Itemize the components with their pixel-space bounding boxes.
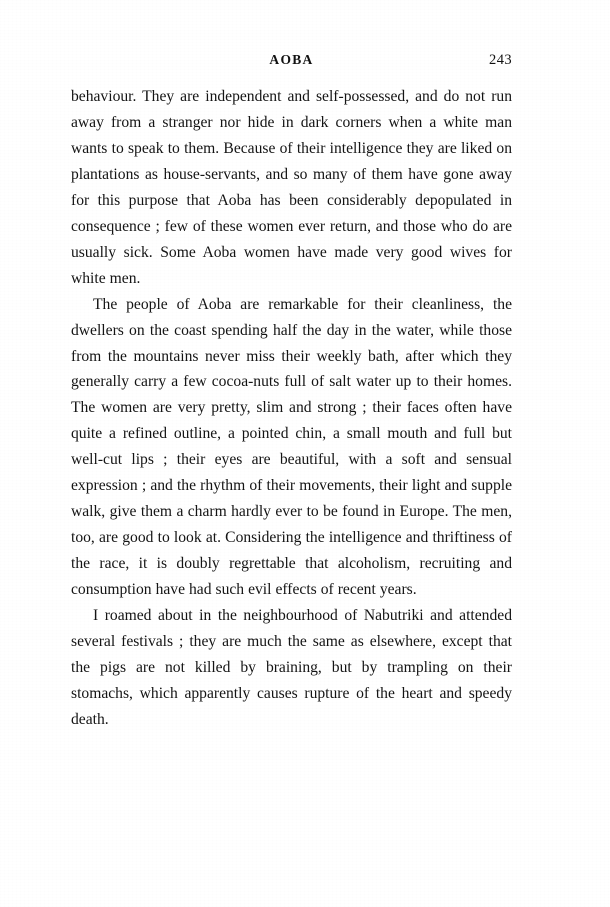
- page-number: 243: [489, 52, 512, 68]
- running-head: [71, 50, 512, 70]
- running-head-title: AOBA: [269, 52, 314, 67]
- text-block: [71, 84, 512, 733]
- paragraph-cleanliness: The people of Aoba are remarkable for their cleanliness, the dwellers on the coast spending half the day in the water, while those from the mountains never miss their weekly bath, after which they generally carry a few cocoa-nuts full of salt water up to their homes. The women are very pretty, slim and strong ; their faces often have quite a refined outline, a pointed chin, a small mouth and full but well-cut lips ; their eyes are beautiful, with a soft and sensual expression ; and the rhythm of their movements, their light and supple walk, give them a charm hardly ever to be found in Europe. The men, too, are good to look at. Considering the intelligence and thriftiness of the race, it is doubly regrettable that alcoholism, recruiting and consumption have had such evil effects of recent years.: [71, 295, 512, 599]
- paragraph-nabutriki: I roamed about in the neighbourhood of Nabutriki and attended several festivals ; they are much the same as elsewhere, except that the pigs are not killed by braining, but by trampling on their stomachs, which apparently causes rupture of the heart and speedy death.: [71, 607, 512, 728]
- paragraph-continued: behaviour. They are independent and self-possessed, and do not run away from a stranger nor hide in dark corners when a white man wants to speak to them. Because of their intelligence they are liked on plantations as house-servants, and so many of them have gone away for this purpose that Aoba has been considerably depopulated in consequence ; few of these women ever return, and those who do are usually sick. Some Aoba women have made very good wives for white men.: [71, 88, 512, 287]
